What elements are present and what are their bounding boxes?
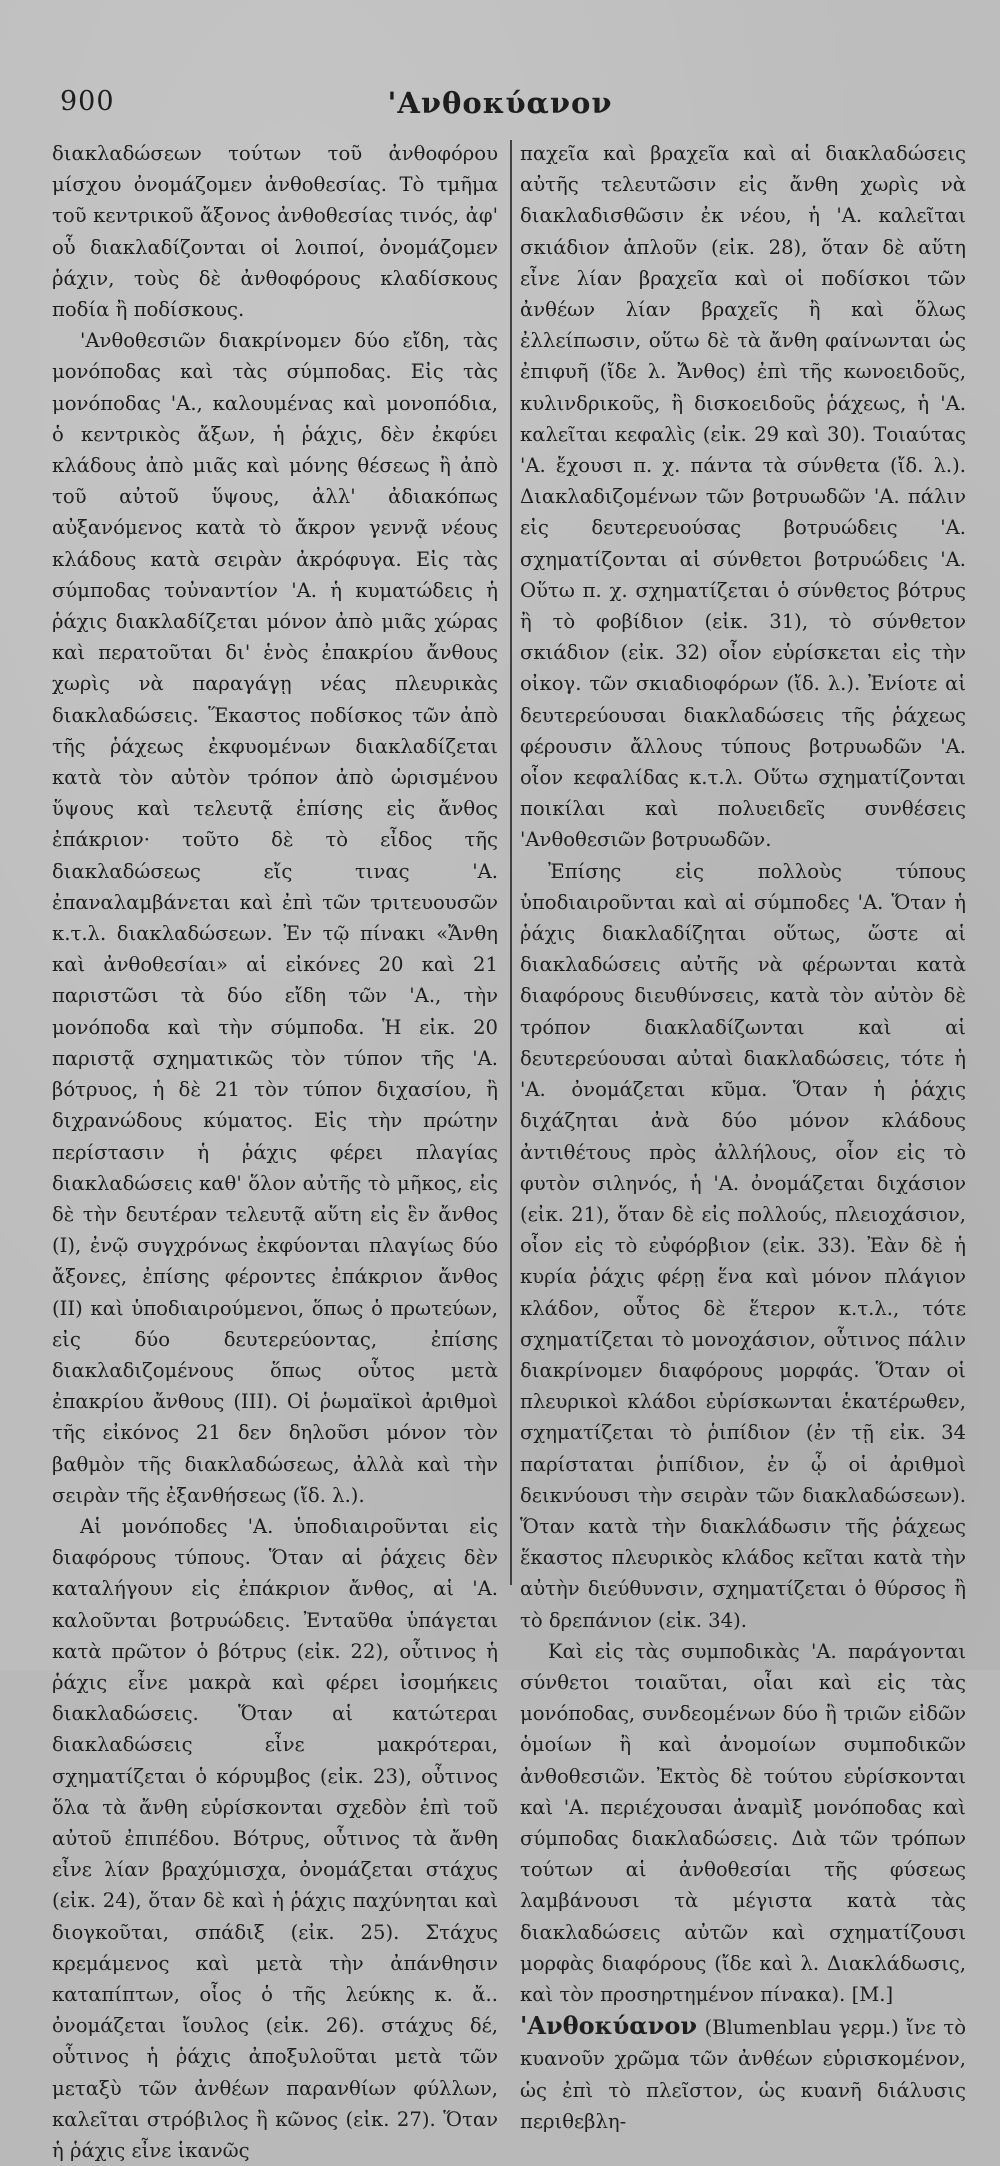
right-paragraph-2: Ἐπίσης εἰς πολλοὺς τύπους ὑποδιαιροῦνται καὶ αἱ σύμποδες 'Α. Ὅταν ἡ ῥάχις διακλαδίζηται οὕτως, ὥστε αἱ διακλαδώσεις αὐτῆς νὰ φέρωνται κατὰ διαφόρους διευθύνσεις, κατὰ τὸν αὐτὸν δὲ τρόπον διακλαδίζωνται καὶ αἱ δευτερεύουσαι αὐταὶ διακλαδώσεις, τότε ἡ 'Α. ὀνομάζεται κῦμα. Ὅταν ἡ ῥάχις διχάζηται ἀνὰ δύο μόνον κλάδους ἀντιθέτους πρὸς ἀλλήλους, οἷον εἰς τὸ φυτὸν σιληνός, ἡ 'Α. ὀνομάζεται διχάσιον (εἰκ. 21), ὅταν δὲ εἰς πολλούς, πλειοχάσιον, οἷον εἰς τὸ εὐφόρβιον (εἰκ. 33). Ἐὰν δὲ ἡ κυρία ῥάχις φέρῃ ἕνα καὶ μόνον πλάγιον κλάδον, οὗτος δὲ ἕτερον κ.τ.λ., τότε σχηματίζεται τὸ μονοχάσιον, οὗτινος πάλιν διακρίνομεν διαφόρους μορφάς. Ὅταν οἱ πλευρικοὶ κλάδοι εὑρίσκωνται ἑκατέρωθεν, σχηματίζεται τὸ ῥιπίδιον (ἐν τῇ εἰκ. 34 παρίσταται ῥιπίδιον, ἐν ᾧ οἱ ἀριθμοὶ δεικνύουσι τὴν σειρὰν τῶν διακλαδώσεων). Ὅταν κατὰ τὴν διακλάδωσιν τῆς ῥάχεως ἕκαστος πλευρικὸς κλάδος κεῖται κατὰ τὴν αὐτὴν διεύθυνσιν, σχηματίζεται ὁ θύρσος ἢ τὸ δρεπάνιον (εἰκ. 34).: [520, 859, 966, 1632]
column-divider: [510, 140, 512, 1585]
running-title: 'Ανθοκύανον: [387, 86, 613, 120]
entry-headword: 'Ανθοκύανον: [520, 2011, 698, 2041]
left-paragraph-2: 'Ανθοθεσιῶν διακρίνομεν δύο εἴδη, τὰς μονόποδας καὶ τὰς σύμποδας. Εἰς τὰς μονόποδας 'Α., καλουμένας καὶ μονοπόδια, ὁ κεντρικὸς ἄξων, ἡ ῥάχις, δὲν ἐκφύει κλάδους ἀπὸ μιᾶς καὶ μόνης θέσεως ἢ ἀπὸ τοῦ αὐτοῦ ὕψους, ἀλλ' ἀδιακόπως αὐξανόμενος κατὰ τὸ ἄκρον γεννᾷ νέους κλάδους κατὰ σειρὰν ἀκρόφυγα. Εἰς τὰς σύμποδας τοὐναντίον 'Α. ἡ κυματώδεις ἡ ῥάχις διακλαδίζεται μόνον ἀπὸ μιᾶς χώρας καὶ περατοῦται δι' ἑνὸς ἐπακρίου ἄνθους χωρὶς νὰ παραγάγῃ νέας πλευρικὰς διακλαδώσεις. Ἕκαστος ποδίσκος τῶν ἀπὸ τῆς ῥάχεως ἐκφυομένων διακλαδίζεται κατὰ τὸν αὐτὸν τρόπον ἀπὸ ὡρισμένου ὕψους καὶ τελευτᾷ ἐπίσης εἰς ἄνθος ἐπάκριον· τοῦτο δὲ τὸ εἶδος τῆς διακλαδώσεως εἴς τινας 'Α. ἐπαναλαμβάνεται καὶ ἐπὶ τῶν τριτευουσῶν κ.τ.λ. διακλαδώσεων. Ἐν τῷ πίνακι «Ἄνθη καὶ ἀνθοθεσίαι» αἱ εἰκόνες 20 καὶ 21 παριστῶσι τὰ δύο εἴδη τῶν 'Α., τὴν μονόποδα καὶ τὴν σύμποδα. Ἡ εἰκ. 20 παριστᾷ σχηματικῶς τὸν τύπον τῆς 'Α. βότρυος, ἡ δὲ 21 τὸν τύπον διχασίου, ἢ διχρανώδους κύματος. Εἰς τὴν πρώτην περίστασιν ἡ ῥάχις φέρει πλαγίας διακλαδώσεις καθ' ὅλον αὐτῆς τὸ μῆκος, εἰς δὲ τὴν δευτέραν τελευτᾷ αὕτη εἰς ἓν ἄνθος (I), ἐνῷ συγχρόνως ἐκφύονται πλαγίως δύο ἄξονες, ἐπίσης φέροντες ἐπάκριον ἄνθος (II) καὶ ὑποδιαιρούμενοι, ὅπως ὁ πρωτεύων, εἰς δύο δευτερεύοντας, ἐπίσης διακλαδιζομένους ὅπως οὗτος μετὰ ἐπακρίου ἄνθους (III). Οἱ ῥωμαϊκοὶ ἀριθμοὶ τῆς εἰκόνος 21 δεν δηλοῦσι μόνον τὸν βαθμὸν τῆς διακλαδώσεως, ἀλλὰ καὶ τὴν σειρὰν τῆς ἐξανθήσεως (ἴδ. λ.).: [52, 329, 498, 1507]
entry-text: (Blumenblau γερμ.) ἴνε τὸ κυανοῦν χρῶμα τῶν ἀνθέων εὑρισκομένον, ὡς ἐπὶ τὸ πλεῖστον, ὡς κυανῆ διάλυσις περιθεβλη-: [520, 2016, 966, 2133]
right-column: [520, 138, 966, 2137]
left-paragraph-1: διακλαδώσεων τούτων τοῦ ἀνθοφόρου μίσχου ὀνομάζομεν ἀνθοθεσίας. Τὸ τμῆμα τοῦ κεντρικοῦ ἄξονος ἀνθοθεσίας τινός, ἀφ' οὗ διακλαδίζονται οἱ λοιποί, ὀνομάζομεν ῥάχιν, τοὺς δὲ ἀνθοφόρους κλαδίσκους ποδία ἢ ποδίσκους.: [52, 142, 498, 322]
left-paragraph-3: Αἱ μονόποδες 'Α. ὑποδιαιροῦνται εἰς διαφόρους τύπους. Ὅταν αἱ ῥάχεις δὲν καταλήγουν εἰς ἐπάκριον ἄνθος, αἱ 'Α. καλοῦνται βοτρυώδεις. Ἐνταῦθα ὑπάγεται κατὰ πρῶτον ὁ βότρυς (εἰκ. 22), οὗτινος ἡ ῥάχις εἶνε μακρὰ καὶ φέρει ἰσομήκεις διακλαδώσεις. Ὅταν αἱ κατώτεραι διακλαδώσεις εἶνε μακρότεραι, σχηματίζεται ὁ κόρυμβος (εἰκ. 23), οὗτινος ὅλα τὰ ἄνθη εὑρίσκονται σχεδὸν ἐπὶ τοῦ αὐτοῦ ἐπιπέδου. Βότρυς, οὗτινος τὰ ἄνθη εἶνε λίαν βραχύμισχα, ὀνομάζεται στάχυς (εἰκ. 24), ὅταν δὲ καὶ ἡ ῥάχις παχύνηται καὶ διογκοῦται, σπάδιξ (εἰκ. 25). Στάχυς κρεμάμενος καὶ μετὰ τὴν ἀπάνθησιν καταπίπτων, οἷος ὁ τῆς λεύκης κ. ἄ.. ὀνομάζεται ἴουλος (εἰκ. 26). στάχυς δέ, οὗτινος ἡ ῥάχις ἀποξυλοῦται μετὰ τῶν μεταξὺ τῶν ἀνθέων παρανθίων φύλλων, καλεῖται στρόβιλος ἢ κῶνος (εἰκ. 27). Ὅταν ἡ ῥάχις εἶνε ἱκανῶς: [52, 1514, 498, 2162]
right-paragraph-3: Καὶ εἰς τὰς συμποδικὰς 'Α. παράγονται σύνθετοι τοιαῦται, οἷαι καὶ εἰς τὰς μονόποδας, συνδεομένων δύο ἢ τριῶν εἰδῶν ὁμοίων ἢ καὶ ἀνομοίων συμποδικῶν ἀνθοθεσιῶν. Ἐκτὸς δὲ τούτου εὑρίσκονται καὶ 'Α. περιέχουσαι ἀναμὶξ μονόποδας καὶ σύμποδας διακλαδώσεις. Διὰ τῶν τρόπων τούτων αἱ ἀνθοθεσίαι τῆς φύσεως λαμβάνουσι τὰ μέγιστα κατὰ τὰς διακλαδώσεις αὐτῶν καὶ σχηματίζουσι μορφὰς διαφόρους (ἴδε καὶ λ. Διακλάδωσις, καὶ τὸν προσηρτημένον πίνακα). [Μ.]: [520, 1639, 966, 2006]
left-column: [52, 138, 498, 2166]
running-head: [0, 86, 1000, 126]
dictionary-entry: [520, 2010, 966, 2137]
page-number: 900: [60, 86, 115, 117]
right-paragraph-1: παχεῖα καὶ βραχεῖα καὶ αἱ διακλαδώσεις αὐτῆς τελευτῶσιν εἰς ἄνθη χωρὶς νὰ διακλαδισθῶσιν ἐκ νέου, ἡ 'Α. καλεῖται σκιάδιον ἁπλοῦν (εἰκ. 28), ὅταν δὲ αὕτη εἶνε λίαν βραχεῖα καὶ οἱ ποδίσκοι τῶν ἀνθέων λίαν βραχεῖς ἢ καὶ ὅλως ἐλλείπωσιν, οὕτω δὲ τὰ ἄνθη φαίνωνται ὡς ἐπιφυῆ (ἴδε λ. Ἄνθος) ἐπὶ τῆς κωνοειδοῦς, κυλινδρικοῦς, ἢ δισκοειδοῦς ῥάχεως, ἡ 'Α. καλεῖται κεφαλὶς (εἰκ. 29 καὶ 30). Τοιαύτας 'Α. ἔχουσι π. χ. πάντα τὰ σύνθετα (ἴδ. λ.). Διακλαδιζομένων τῶν βοτρυωδῶν 'Α. πάλιν εἰς δευτερευούσας βοτρυώδεις 'Α. σχηματίζονται αἱ σύνθετοι βοτρυώδεις 'Α. Οὕτω π. χ. σχηματίζεται ὁ σύνθετος βότρυς ἢ τὸ φοβίδιον (εἰκ. 31), τὸ σύνθετον σκιάδιον (εἰκ. 32) οἷον εὑρίσκεται εἰς τὴν οἰκογ. τῶν σκιαδιοφόρων (ἴδ. λ.). Ἐνίοτε αἱ δευτερεύουσαι διακλαδώσεις τῆς ῥάχεως φέρουσιν ἄλλους τύπους βοτρυωδῶν 'Α. οἷον κεφαλίδας κ.τ.λ. Οὕτω σχηματίζονται ποικίλαι καὶ πολυειδεῖς συνθέσεις 'Ανθοθεσιῶν βοτρυωδῶν.: [520, 142, 966, 852]
